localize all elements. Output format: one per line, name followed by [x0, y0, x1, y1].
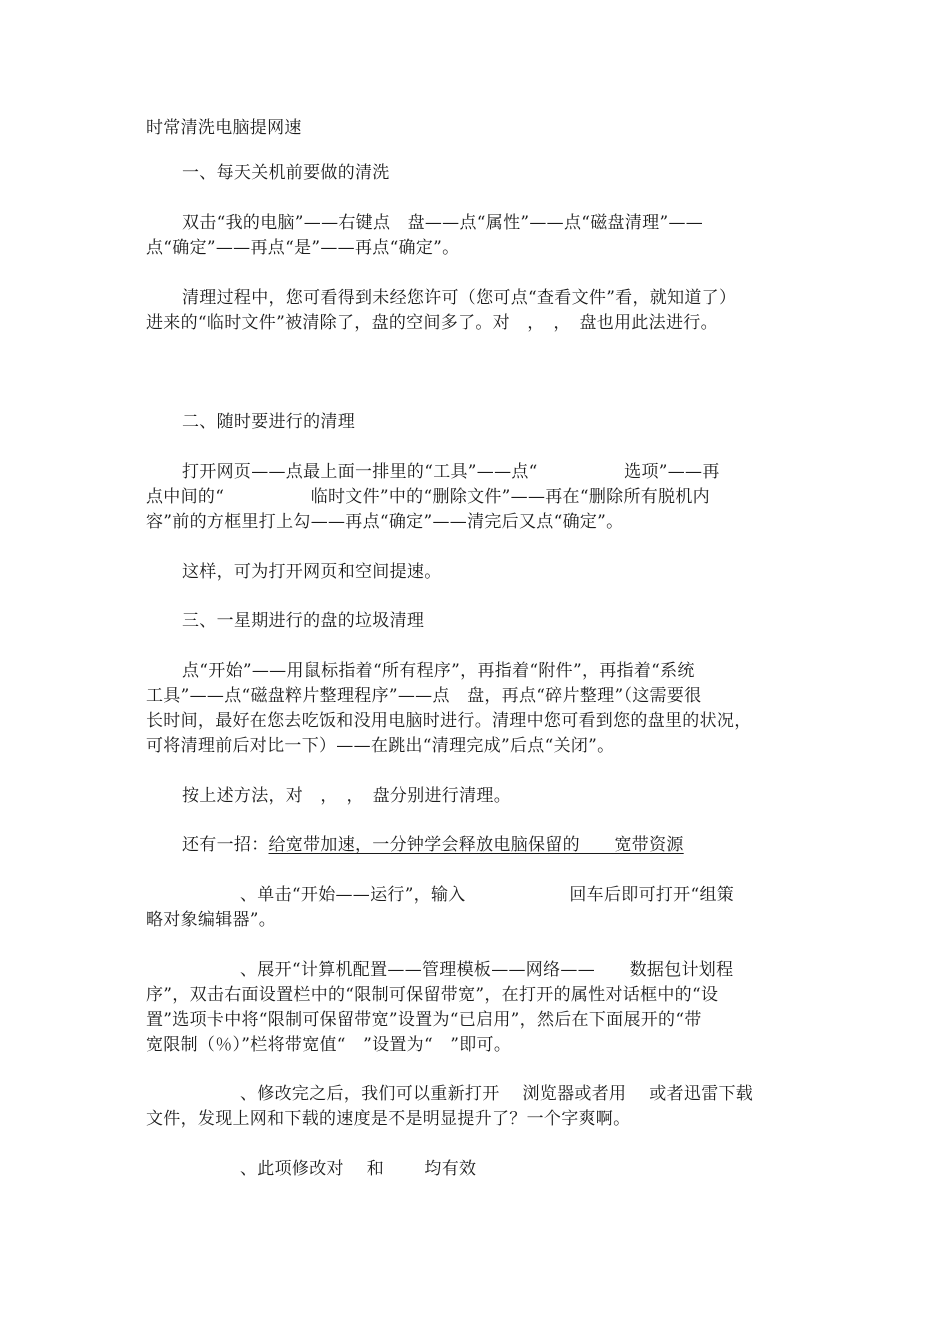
paragraph-line: 点中间的“ 临时文件”中的“删除文件”——再在“删除所有脱机内 — [146, 487, 710, 507]
paragraph-line: 置”选项卡中将“限制可保留带宽”设置为“已启用”，然后在下面展开的“带 — [146, 1010, 702, 1030]
paragraph-line: 可将清理前后对比一下）——在跳出“清理完成”后点“关闭”。 — [146, 736, 615, 756]
paragraph-line: 文件，发现上网和下载的速度是不是明显提升了？一个字爽啊。 — [146, 1109, 631, 1129]
tip-prefix: 还有一招： — [182, 835, 269, 855]
section-heading-3: 三、一星期进行的盘的垃圾清理 — [182, 611, 425, 631]
paragraph-line: 略对象编辑器”。 — [146, 910, 277, 930]
paragraph-line: 长时间，最好在您去吃饭和没用电脑时进行。清理中您可看到您的盘里的状况， — [146, 711, 752, 731]
paragraph-line: 序”，双击右面设置栏中的“限制可保留带宽”，在打开的属性对话框中的“设 — [146, 985, 719, 1005]
step-line: 、此项修改对 和 均有效 — [240, 1159, 477, 1179]
paragraph-line: 点“确定”——再点“是”——再点“确定”。 — [146, 238, 460, 258]
doc-title: 时常清洗电脑提网速 — [146, 118, 302, 138]
paragraph-line: 打开网页——点最上面一排里的“工具”——点“ 选项”——再 — [182, 462, 720, 482]
paragraph-line: 宽限制（％）”栏将带宽值“ ”设置为“ ”即可。 — [146, 1035, 512, 1055]
paragraph-line: 进来的“临时文件”被清除了，盘的空间多了。对 ， ， 盘也用此法进行。 — [146, 313, 718, 333]
bandwidth-tip-link[interactable]: 给宽带加速，一分钟学会释放电脑保留的 宽带资源 — [268, 835, 684, 855]
section-heading-2: 二、随时要进行的清理 — [182, 412, 355, 432]
step-line: 、修改完之后，我们可以重新打开 浏览器或者用 或者迅雷下载 — [240, 1084, 754, 1104]
step-line: 、展开“计算机配置——管理模板——网络—— 数据包计划程 — [240, 960, 734, 980]
paragraph-line: 按上述方法，对 ， ， 盘分别进行清理。 — [182, 786, 511, 806]
paragraph-line: 点“开始”——用鼠标指着“所有程序”，再指着“附件”，再指着“系统 — [182, 661, 695, 681]
paragraph-line: 工具”——点“磁盘粹片整理程序”——点 盘，再点“碎片整理”（这需要很 — [146, 686, 702, 706]
paragraph-line — [182, 834, 684, 856]
paragraph-line: 容”前的方框里打上勾——再点“确定”——清完后又点“确定”。 — [146, 512, 624, 532]
paragraph-line: 清理过程中，您可看得到未经您许可（您可点“查看文件”看，就知道了） — [182, 288, 737, 308]
paragraph-line: 双击“我的电脑”——右键点 盘——点“属性”——点“磁盘清理”—— — [182, 213, 704, 233]
section-heading-1: 一、每天关机前要做的清洗 — [182, 163, 390, 183]
step-line: 、单击“开始——运行”，输入 回车后即可打开“组策 — [240, 885, 735, 905]
paragraph-line: 这样，可为打开网页和空间提速。 — [182, 562, 442, 582]
